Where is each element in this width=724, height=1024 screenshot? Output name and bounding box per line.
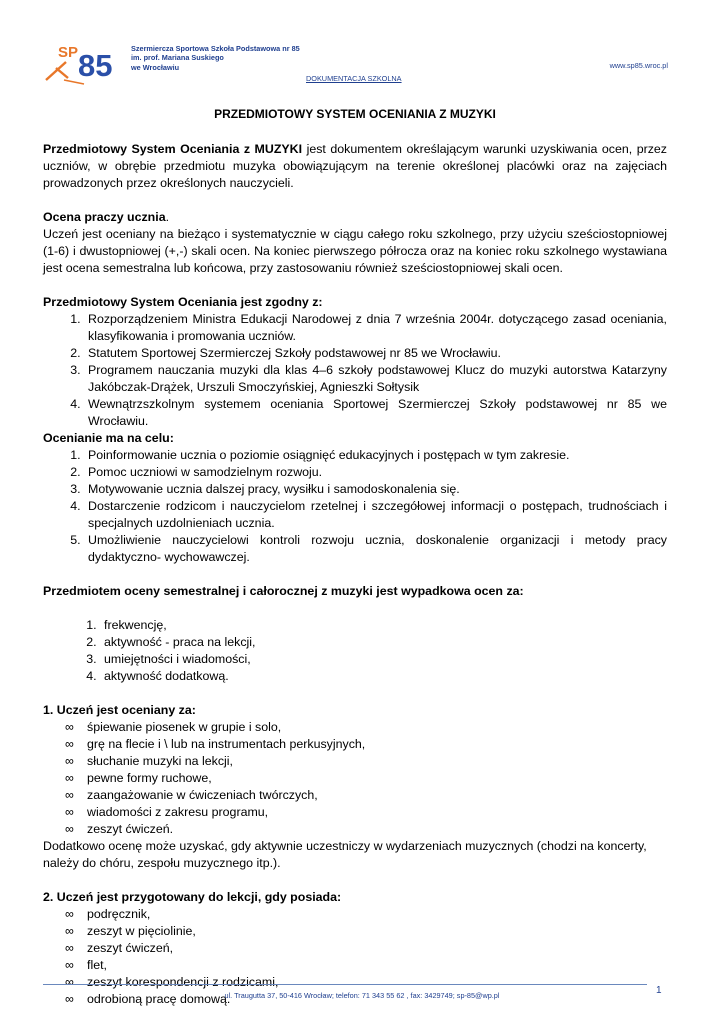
section1-note: Dodatkowo ocenę może uzyskać, gdy aktywnie uczestniczy w wydarzeniach muzycznych (chodzi na koncerty, należy do chóru, zespołu muzycznego itp.). bbox=[43, 839, 647, 870]
list-item: 2. aktywność - praca na lekcji, bbox=[100, 634, 667, 651]
footer-address: ul. Traugutta 37, 50-416 Wrocław; telefon: 71 343 55 62 , fax: 3429749; sp-85@wp.pl bbox=[224, 991, 500, 1000]
list-item: ∞ zeszyt ćwiczeń, bbox=[65, 941, 174, 955]
list-item: 3. Programem nauczania muzyki dla klas 4–6 szkoły podstawowej Klucz do muzyki autorstwa Katarzyny Jakóbczak-Drążek, Urszuli Smoczyńskiej, Agnieszki Sołtysik bbox=[84, 362, 667, 396]
list-item: ∞ flet, bbox=[65, 958, 107, 972]
list-item: ∞ podręcznik, bbox=[65, 907, 151, 921]
school-logo bbox=[44, 40, 124, 86]
list-item: 1. Poinformowanie ucznia o poziomie osiągnięć edukacyjnych i postępach w tym zakresie. bbox=[84, 447, 667, 464]
list-item: ∞ zeszyt korespondencji z rodzicami, bbox=[65, 975, 279, 989]
list-item: 3. Motywowanie ucznia dalszej pracy, wysiłku i samodoskonalenia się. bbox=[84, 481, 667, 498]
list-item: ∞ grę na flecie i \ lub na instrumentach perkusyjnych, bbox=[65, 737, 366, 751]
fencer-figure-icon bbox=[46, 62, 68, 80]
infinity-bullet-icon: ∞ bbox=[65, 941, 74, 955]
logo-sp-text: SP bbox=[58, 44, 79, 61]
section2-heading: 2. Uczeń jest przygotowany do lekcji, gdy posiada: bbox=[43, 890, 342, 904]
ocena-heading: Ocena praczy ucznia. bbox=[43, 210, 170, 224]
infinity-bullet-icon: ∞ bbox=[65, 975, 74, 989]
infinity-bullet-icon: ∞ bbox=[65, 805, 74, 819]
list-item: ∞ śpiewanie piosenek w grupie i solo, bbox=[65, 720, 282, 734]
list-item: 2. Statutem Sportowej Szermierczej Szkoły podstawowej nr 85 we Wrocławiu. bbox=[84, 345, 667, 362]
intro-paragraph bbox=[43, 141, 667, 192]
list-item: 1. Rozporządzeniem Ministra Edukacji Narodowej z dnia 7 września 2004r. dotyczącego zasad oceniania, klasyfikowania i promowania uczniów. bbox=[84, 311, 667, 345]
infinity-bullet-icon: ∞ bbox=[65, 924, 74, 938]
infinity-bullet-icon: ∞ bbox=[65, 754, 74, 768]
footer-divider bbox=[43, 984, 647, 985]
page-number: 1 bbox=[656, 985, 662, 996]
list-item: ∞ odrobioną pracę domową. bbox=[65, 992, 231, 1006]
doc-label: DOKUMENTACJA SZKOLNA bbox=[306, 74, 402, 83]
infinity-bullet-icon: ∞ bbox=[65, 788, 74, 802]
zgodny-list bbox=[43, 311, 667, 430]
infinity-bullet-icon: ∞ bbox=[65, 822, 74, 836]
infinity-bullet-icon: ∞ bbox=[65, 958, 74, 972]
list-item: ∞ słuchanie muzyki na lekcji, bbox=[65, 754, 233, 768]
list-item: ∞ pewne formy ruchowe, bbox=[65, 771, 212, 785]
infinity-bullet-icon: ∞ bbox=[65, 907, 74, 921]
list-item: ∞ zaangażowanie w ćwiczeniach twórczych, bbox=[65, 788, 318, 802]
document-body bbox=[43, 106, 667, 1008]
intro-bold: Przedmiotowy System Oceniania z MUZYKI bbox=[43, 142, 303, 156]
page-title: PRZEDMIOTOWY SYSTEM OCENIANIA Z MUZYKI bbox=[214, 107, 496, 121]
section1-heading: 1. Uczeń jest oceniany za: bbox=[43, 703, 196, 717]
list-item: 1. frekwencję, bbox=[100, 617, 667, 634]
logo-85-text: 85 bbox=[78, 48, 113, 83]
semestr-list bbox=[43, 617, 667, 685]
semestr-heading: Przedmiotem oceny semestralnej i całorocznej z muzyki jest wypadkowa ocen za: bbox=[43, 584, 524, 598]
infinity-bullet-icon: ∞ bbox=[65, 992, 74, 1006]
infinity-bullet-icon: ∞ bbox=[65, 720, 74, 734]
zgodny-heading: Przedmiotowy System Oceniania jest zgodny z: bbox=[43, 295, 323, 309]
school-name-block bbox=[131, 44, 300, 72]
school-name-line: we Wrocławiu bbox=[131, 62, 180, 72]
infinity-bullet-icon: ∞ bbox=[65, 737, 74, 751]
list-item: 4. Wewnątrzszkolnym systemem oceniania Sportowej Szermierczej Szkoły podstawowej nr 85 we Wrocławiu. bbox=[84, 396, 667, 430]
section1-list bbox=[43, 719, 667, 838]
list-item: ∞ zeszyt ćwiczeń. bbox=[65, 822, 174, 836]
website-link[interactable]: www.sp85.wroc.pl bbox=[609, 61, 668, 70]
ocena-paragraph: Uczeń jest oceniany na bieżąco i systematycznie w ciągu całego roku szkolnego, przy użyciu sześciostopniowej (1-6) i dwustopniowej (+,-) skali ocen. Na koniec pierwszego półrocza oraz na koniec roku szkolnego wystawiana jest ocena semestralna lub końcowa, przy zastosowaniu również sześciostopniowej skali ocen. bbox=[43, 227, 667, 275]
list-item: 3. umiejętności i wiadomości, bbox=[100, 651, 667, 668]
list-item: ∞ zeszyt w pięciolinie, bbox=[65, 924, 196, 938]
list-item: 4. aktywność dodatkową. bbox=[100, 668, 667, 685]
list-item: 5. Umożliwienie nauczycielowi kontroli rozwoju ucznia, doskonalenie organizacji i metody pracy dydaktyczno- wychowawczej. bbox=[84, 532, 667, 566]
list-item: 4. Dostarczenie rodzicom i nauczycielom rzetelnej i szczegółowej informacji o postępach, trudnościach i specjalnych uzdolnieniach ucznia. bbox=[84, 498, 667, 532]
list-item: 2. Pomoc uczniowi w samodzielnym rozwoju. bbox=[84, 464, 667, 481]
list-item: ∞ wiadomości z zakresu programu, bbox=[65, 805, 269, 819]
intro-text: jest dokumentem określającym warunki uzyskiwania ocen, przez uczniów, w obrębie przedmiotu muzyka obowiązującym na terenie określonej placówki oraz na zajęciach prowadzonych przez określonych nauczycieli. bbox=[43, 142, 667, 190]
cel-list bbox=[43, 447, 667, 566]
school-name-line: Szermiercza Sportowa Szkoła Podstawowa nr 85 bbox=[131, 44, 300, 53]
school-name-line: im. prof. Mariana Suskiego bbox=[131, 53, 224, 63]
cel-heading: Ocenianie ma na celu: bbox=[43, 431, 174, 445]
infinity-bullet-icon: ∞ bbox=[65, 771, 74, 785]
